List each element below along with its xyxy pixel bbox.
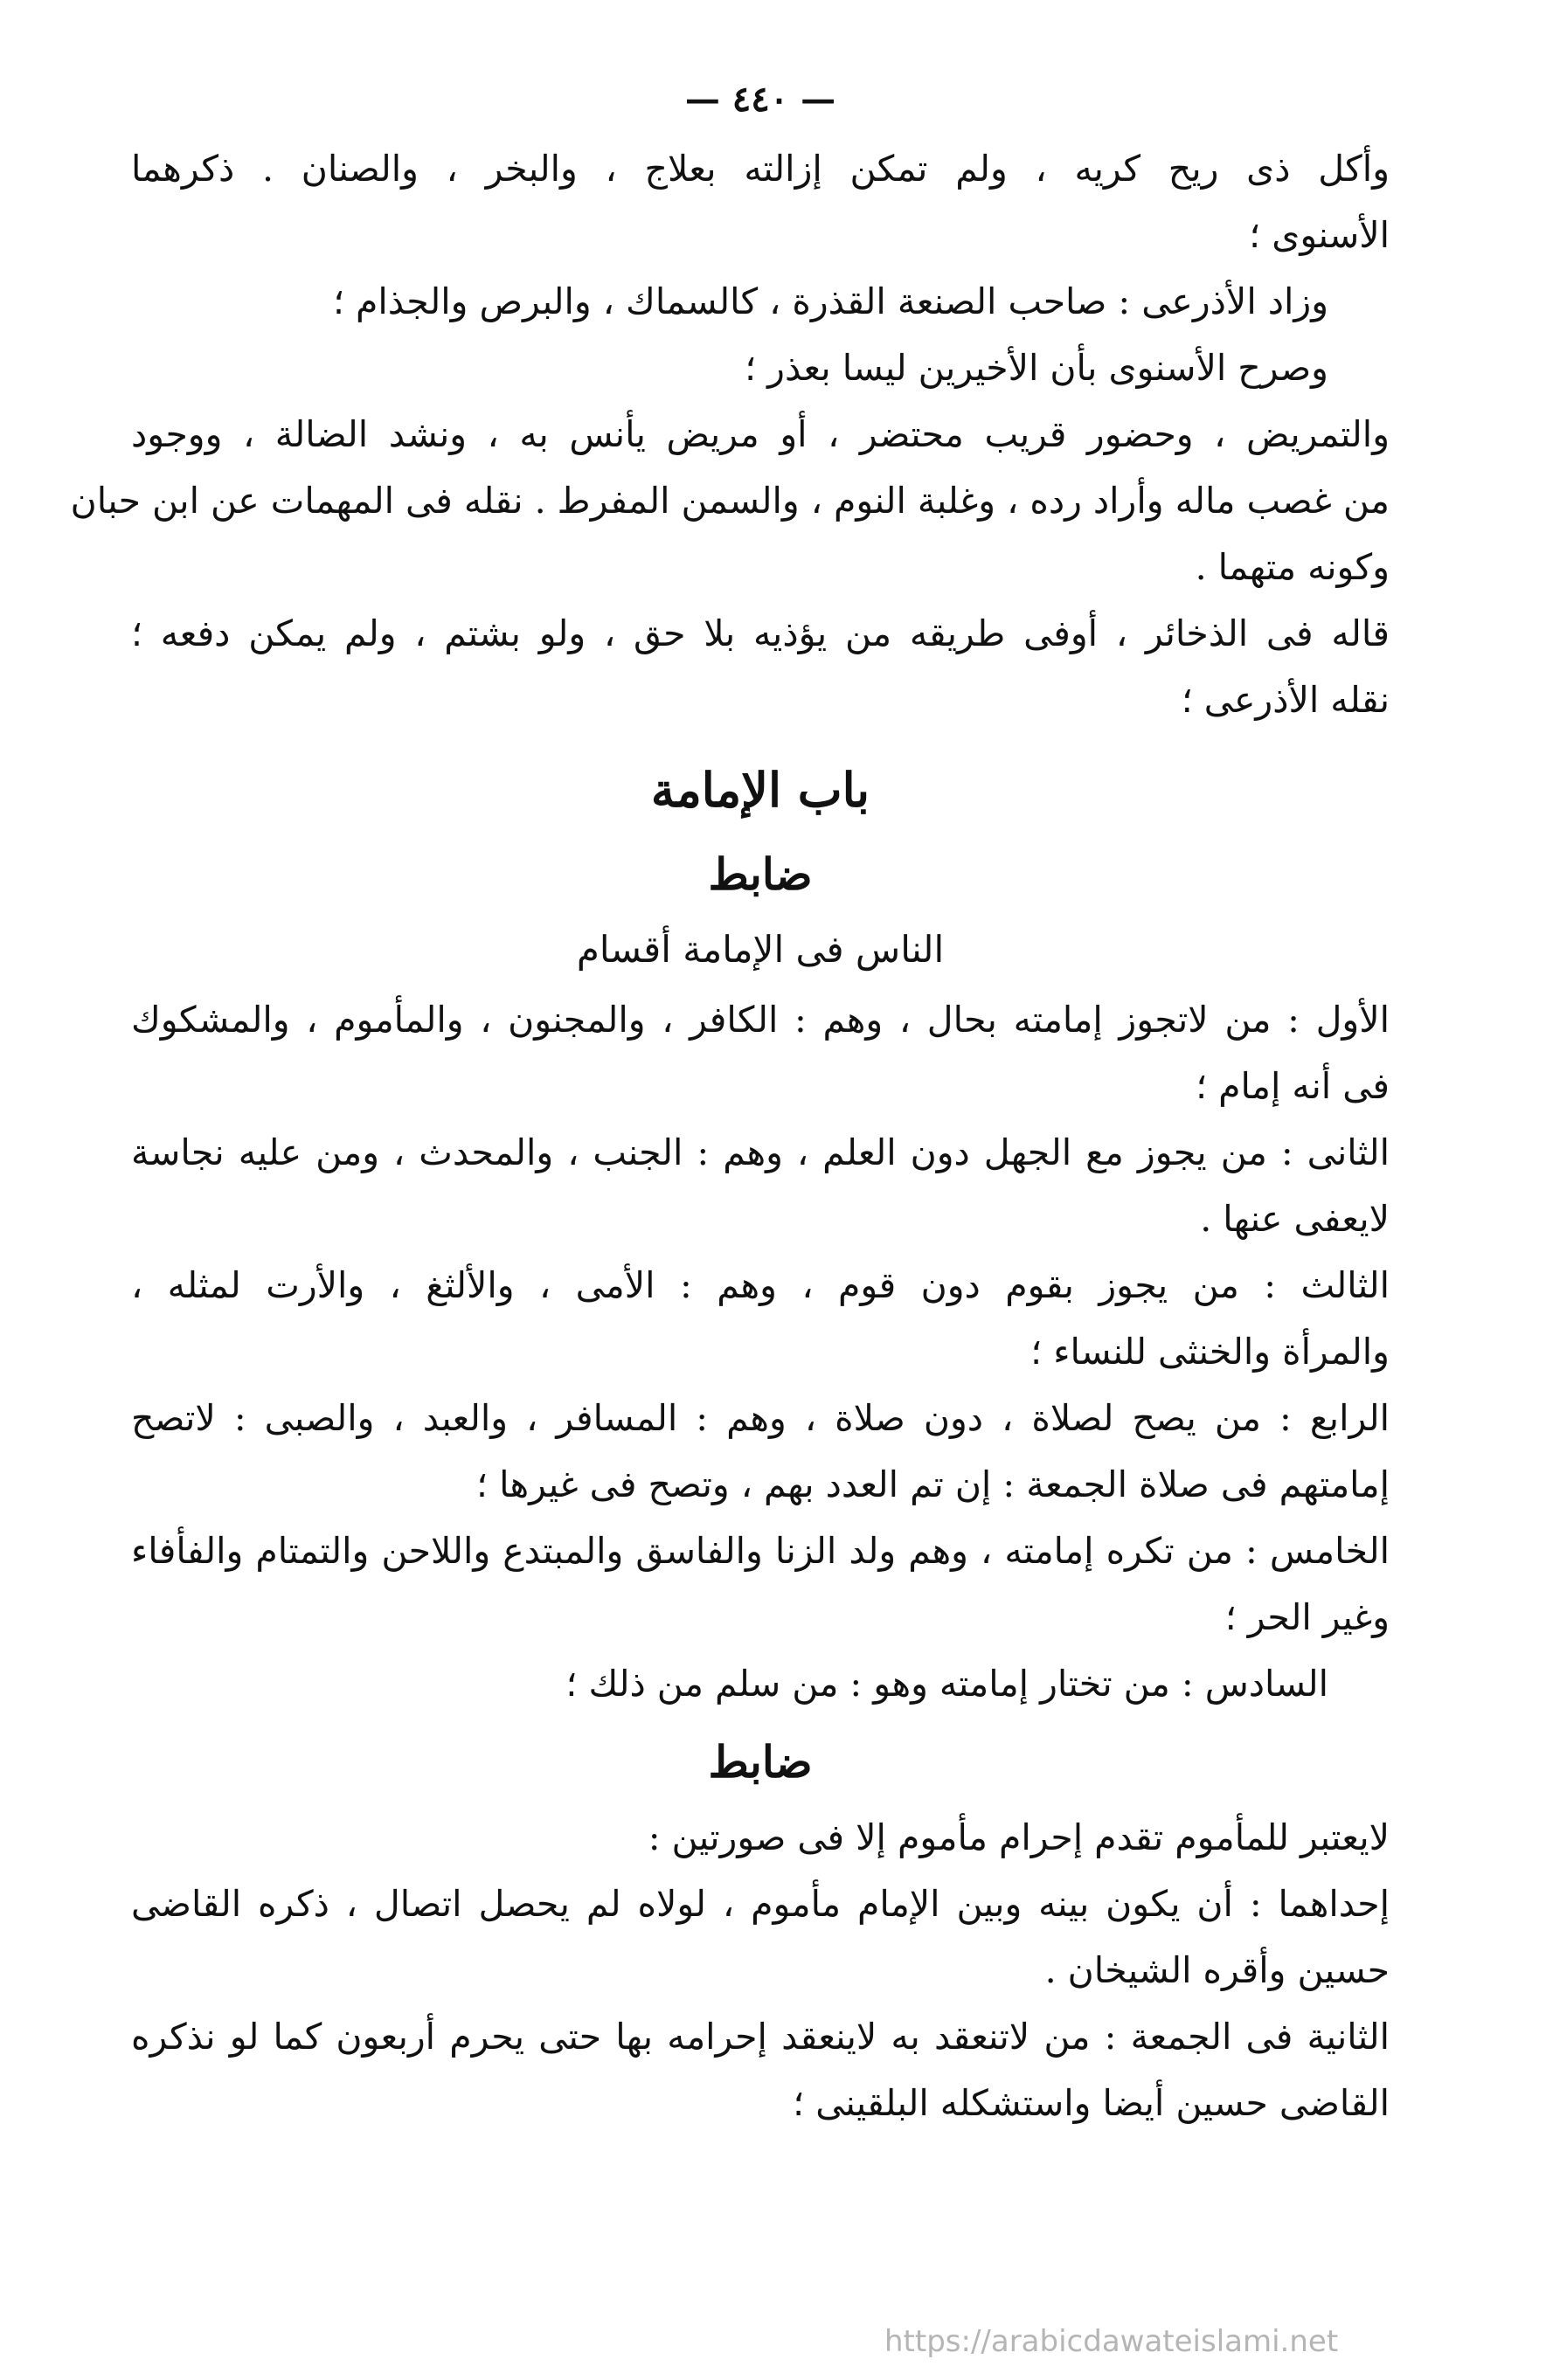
text-line: والمرأة والخنثى للنساء ؛	[1030, 1331, 1390, 1373]
text-line: الخامس : من تكره إمامته ، وهم ولد الزنا والفاسق والمبتدع واللاحن والتمتام والفأفاء	[131, 1530, 1390, 1572]
text-line: الأول : من لاتجوز إمامته بحال ، وهم : الكافر ، والمجنون ، والمأموم ، والمشكوك	[131, 999, 1390, 1041]
document-page	[70, 79, 1390, 2136]
text-line: إمامتهم فى صلاة الجمعة : إن تم العدد بهم ، وتصح فى غيرها ؛	[476, 1463, 1390, 1505]
text-line: الثانية فى الجمعة : من لاتنعقد به لاينعقد إحرامه بها حتى يحرم أربعون كما لو نذكره	[131, 2016, 1390, 2058]
page-number: — ٤٤٠ —	[684, 79, 836, 120]
chapter-title: باب الإمامة	[650, 762, 870, 818]
text-line: الأسنوى ؛	[1249, 214, 1390, 256]
text-line: وغير الحر ؛	[1224, 1596, 1390, 1638]
section2-paragraph	[131, 1804, 1390, 2136]
intro-paragraph	[70, 135, 1390, 733]
text-line: لايعتبر للمأموم تقدم إحرام مأموم إلا فى صورتين :	[648, 1816, 1390, 1858]
text-line: قاله فى الذخائر ، أوفى طريقه من يؤذيه بلا حق ، ولو بشتم ، ولم يمكن دفعه ؛	[131, 612, 1390, 654]
text-line: نقله الأذرعى ؛	[1181, 679, 1390, 721]
text-line: الرابع : من يصح لصلاة ، دون صلاة ، وهم : المسافر ، والعبد ، والصبى : لاتصح	[131, 1397, 1390, 1439]
watermark-url: https://arabicdawateislami.net	[884, 2324, 1339, 2359]
text-line: والتمريض ، وحضور قريب محتضر ، أو مريض يأنس به ، ونشد الضالة ، ووجود	[131, 413, 1390, 455]
section1-paragraph	[131, 986, 1390, 1717]
text-line: وكونه متهما .	[1195, 546, 1390, 588]
section-title: ضابط	[708, 848, 813, 900]
text-line: إحداهما : أن يكون بينه وبين الإمام مأموم ، لولاه لم يحصل اتصال ، ذكره القاضى	[131, 1883, 1390, 1925]
section-title: ضابط	[708, 1736, 813, 1788]
text-line: السادس : من تختار إمامته وهو : من سلم من ذلك ؛	[565, 1663, 1328, 1705]
text-line: القاضى حسين أيضا واستشكله البلقينى ؛	[793, 2082, 1390, 2124]
text-line: وصرح الأسنوى بأن الأخيرين ليسا بعذر ؛	[745, 347, 1328, 389]
text-line: الثانى : من يجوز مع الجهل دون العلم ، وهم : الجنب ، والمحدث ، ومن عليه نجاسة	[131, 1131, 1390, 1173]
section-subtitle: الناس فى الإمامة أقسام	[576, 928, 945, 971]
text-line: الثالث : من يجوز بقوم دون قوم ، وهم : الأمى ، والألثغ ، والأرت لمثله ،	[131, 1264, 1390, 1306]
text-line: حسين وأقره الشيخان .	[1044, 1949, 1390, 1991]
text-line: وزاد الأذرعى : صاحب الصنعة القذرة ، كالسماك ، والبرص والجذام ؛	[332, 280, 1328, 322]
text-line: لايعفى عنها .	[1200, 1198, 1390, 1240]
text-line: وأكل ذى ريح كريه ، ولم تمكن إزالته بعلاج ، والبخر ، والصنان . ذكرهما	[131, 148, 1390, 190]
text-line: من غصب ماله وأراد رده ، وغلبة النوم ، والسمن المفرط . نقله فى المهمات عن ابن حبان	[70, 480, 1390, 522]
text-line: فى أنه إمام ؛	[1196, 1065, 1390, 1107]
